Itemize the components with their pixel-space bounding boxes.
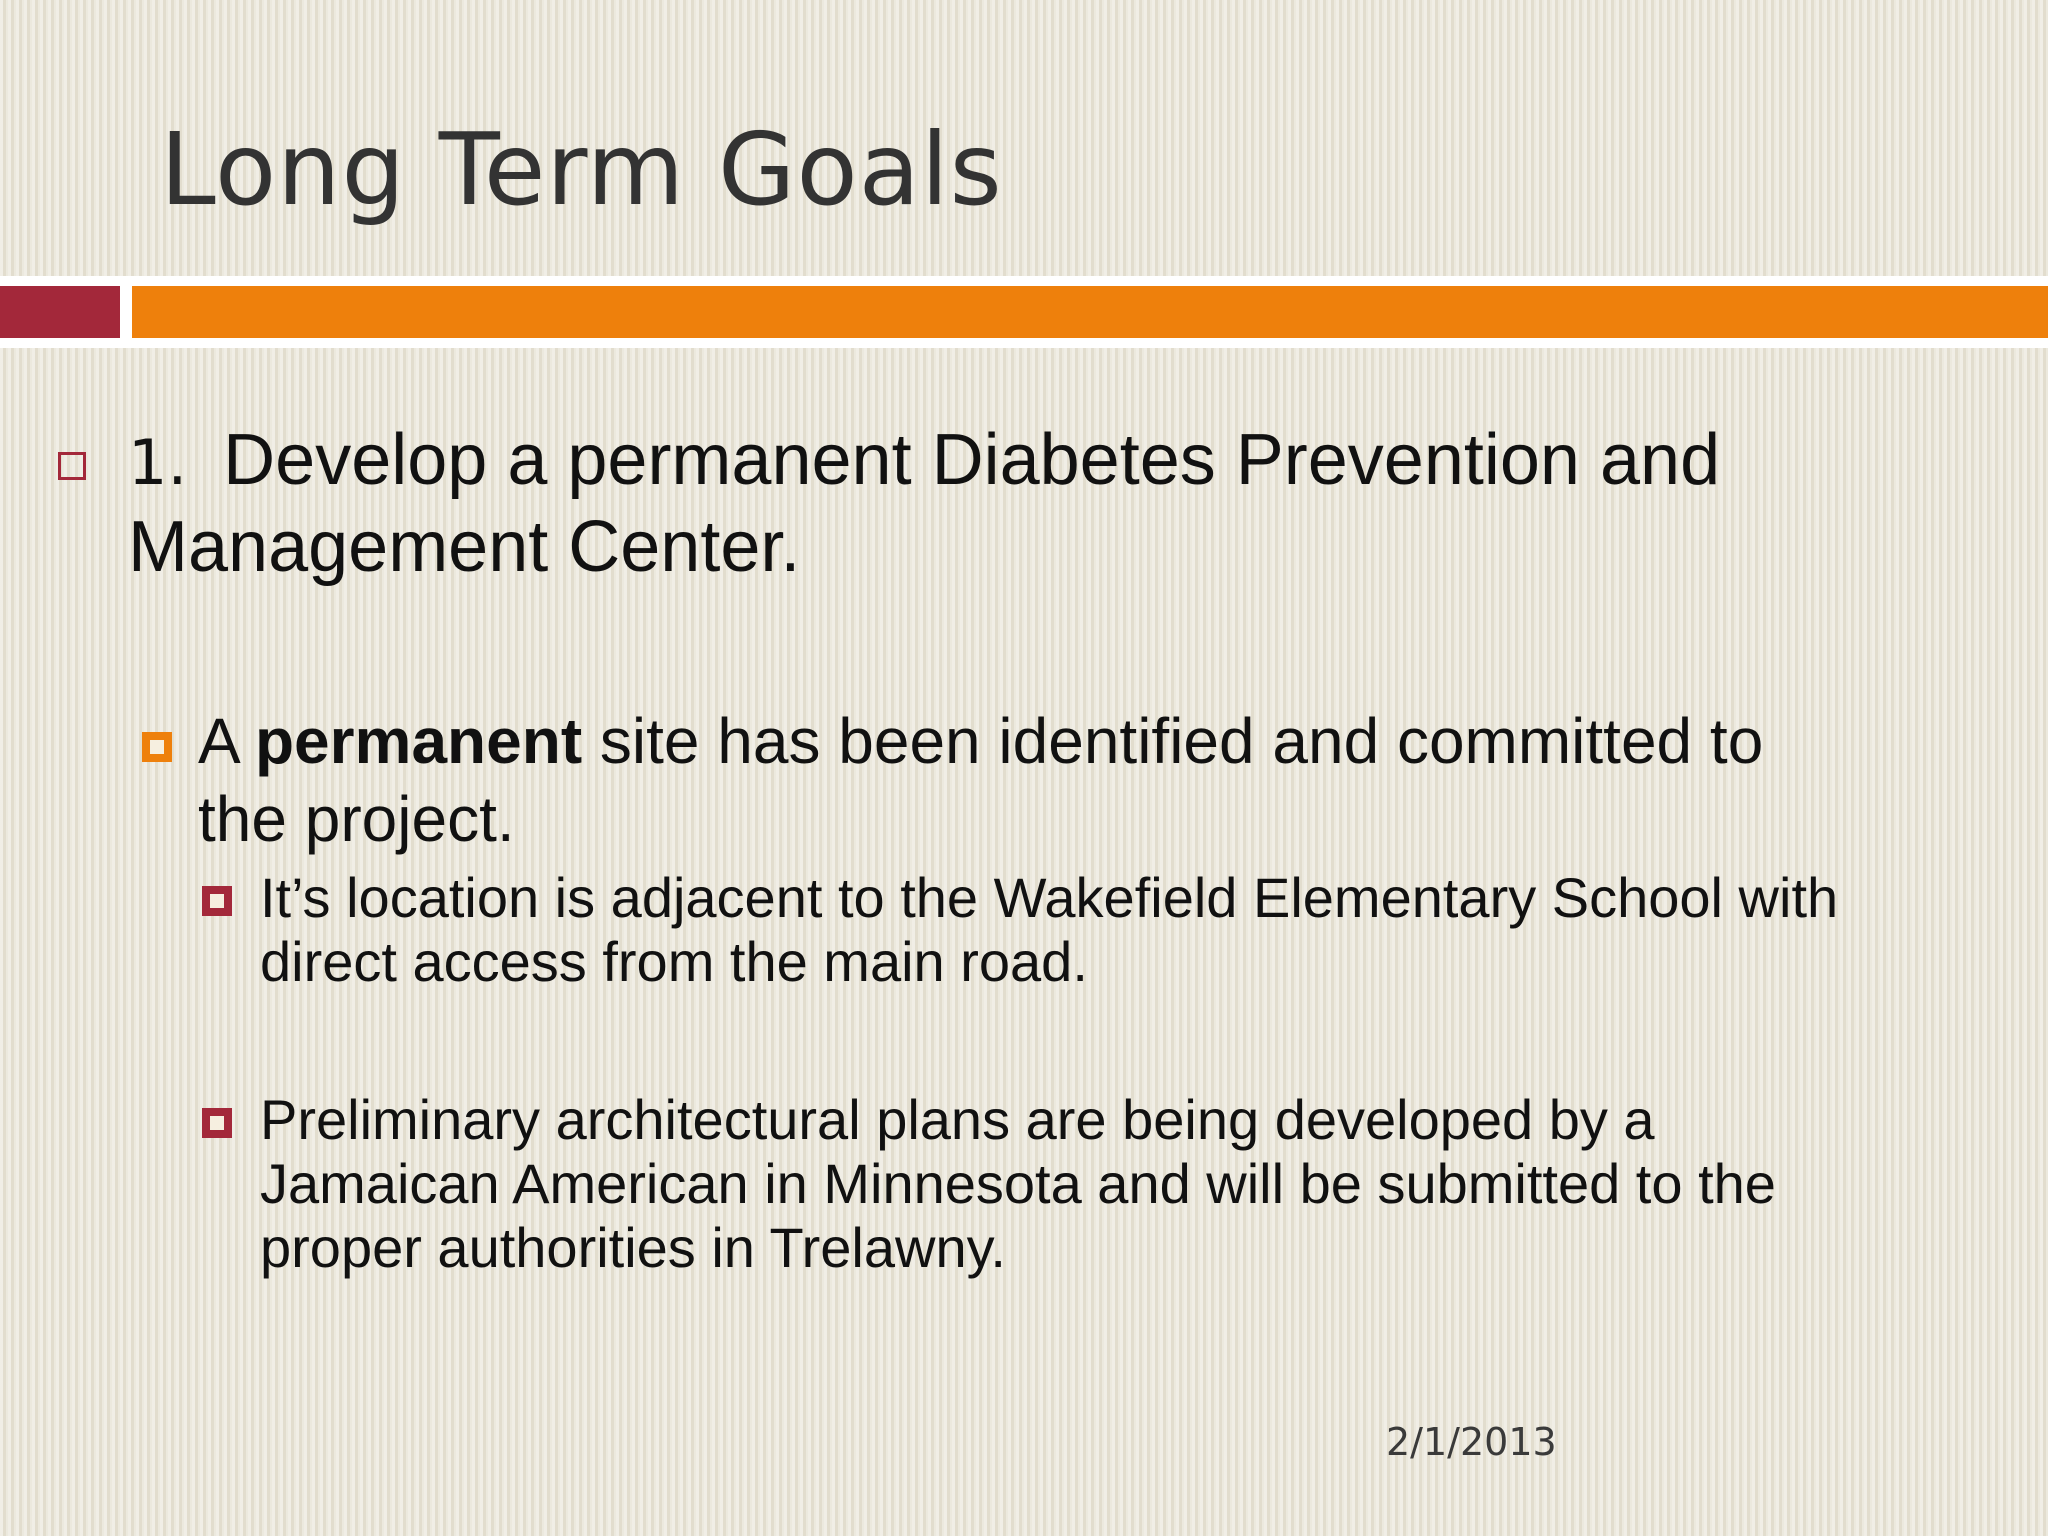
sub-point-prefix: A	[198, 705, 238, 777]
orange-square-bullet-icon	[142, 732, 172, 762]
square-bullet-icon	[58, 452, 86, 480]
slide-date: 2/1/2013	[1386, 1420, 1557, 1464]
sub-point	[198, 702, 1858, 858]
detail-item: It’s location is adjacent to the Wakefield Elementary School with direct access from the main road.	[260, 866, 1839, 993]
detail-item: Preliminary architectural plans are being developed by a Jamaican American in Minnesota and will be submitted to the proper authorities in Trelawny.	[260, 1088, 1776, 1279]
slide-title: Long Term Goals	[160, 111, 1003, 228]
goal-item	[128, 418, 1868, 589]
sub-point-emphasis: permanent	[254, 705, 583, 777]
red-square-bullet-icon	[202, 886, 232, 916]
goal-text: Develop a permanent Diabetes Prevention and Management Center.	[128, 420, 1721, 587]
red-square-bullet-icon	[202, 1108, 232, 1138]
sub-point-text: site has been identified and committed to the project.	[198, 705, 1764, 855]
goal-number: 1.	[128, 426, 188, 499]
